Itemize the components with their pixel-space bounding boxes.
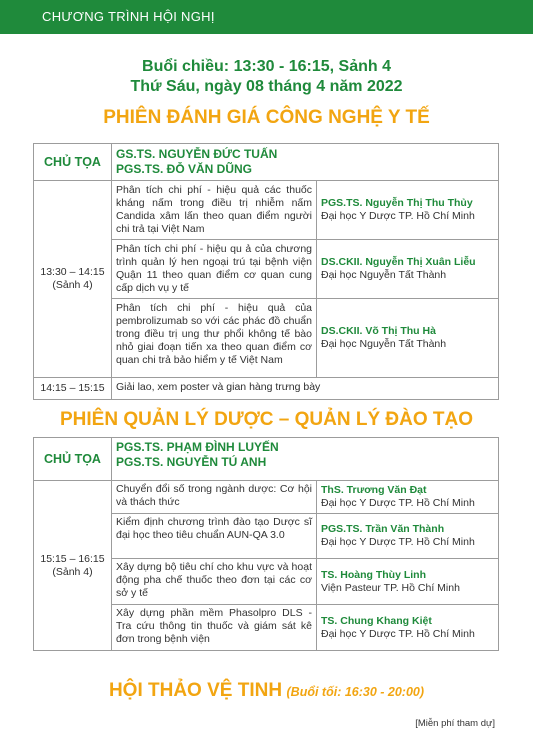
- speaker-cell: [317, 514, 499, 559]
- time-range: 15:15 – 16:15: [40, 552, 105, 565]
- speaker-affiliation: Đại học Nguyễn Tất Thành: [321, 269, 447, 281]
- speaker-affiliation: Đại học Y Dược TP. Hồ Chí Minh: [321, 497, 475, 509]
- speaker-affiliation: Đại học Y Dược TP. Hồ Chí Minh: [321, 627, 475, 640]
- talk-topic: Chuyển đổi số trong ngành dược: Cơ hội và thách thức: [112, 481, 317, 514]
- hall-label: (Sảnh 4): [52, 279, 93, 291]
- speaker-name: DS.CKII. Võ Thị Thu Hà: [321, 325, 436, 337]
- speaker-cell: [317, 181, 499, 240]
- session-time-line: Buổi chiều: 13:30 - 16:15, Sảnh 4: [142, 58, 391, 75]
- speaker-name: PGS.TS. Nguyễn Thị Thu Thủy: [321, 197, 473, 209]
- chair-row: [34, 438, 499, 481]
- session1-table: [33, 143, 499, 400]
- speaker-name: PGS.TS. Trần Văn Thành: [321, 523, 445, 535]
- satellite-time: (Buổi tối: 16:30 - 20:00): [286, 685, 425, 699]
- header-title: CHƯƠNG TRÌNH HỘI NGHỊ: [42, 9, 215, 24]
- section-title-pharmacy: PHIÊN QUẢN LÝ DƯỢC – QUẢN LÝ ĐÀO TẠO: [59, 409, 474, 430]
- speaker-affiliation: Đại học Nguyễn Tất Thành: [321, 338, 447, 350]
- talk-topic: Xây dựng phần mềm Phasolpro DLS - Tra cứu thông tin thuốc và giám sát kê đơn trong bệnh viện: [112, 605, 317, 651]
- break-row: [34, 378, 499, 400]
- speaker-name: TS. Chung Khang Kiệt: [321, 614, 432, 627]
- chair-row: [34, 144, 499, 181]
- speaker-name: DS.CKII. Nguyễn Thị Xuân Liễu: [321, 256, 476, 268]
- talk-topic: Xây dựng bộ tiêu chí cho khu vực và hoạt động pha chế thuốc theo đơn tại các cơ sở y tế: [112, 559, 317, 605]
- speaker-name: TS. Hoàng Thùy Linh: [321, 568, 426, 581]
- chair-name: PGS.TS. PHẠM ĐÌNH LUYẾN: [116, 440, 279, 454]
- speaker-name: ThS. Trương Văn Đạt: [321, 484, 427, 496]
- satellite-heading: [0, 680, 533, 702]
- chair-names: [112, 438, 499, 481]
- chair-name: PGS.TS. ĐỖ VĂN DŨNG: [116, 162, 253, 176]
- talk-row: [34, 181, 499, 240]
- talk-topic: Phân tích chi phí - hiệu quả các thuốc kháng nấm trong điều trị nhiễm nấm Candida xâm lấn theo quan điểm người chi trả tại Việt Nam: [112, 181, 317, 240]
- time-range: 13:30 – 14:15: [40, 266, 105, 278]
- time-cell: [34, 481, 112, 651]
- free-admission-note: [Miễn phí tham dự]: [415, 718, 495, 729]
- chair-label: CHỦ TỌA: [34, 144, 112, 181]
- chair-label: CHỦ TỌA: [34, 438, 112, 481]
- talk-row: [34, 481, 499, 514]
- session-date-line: Thứ Sáu, ngày 08 tháng 4 năm 2022: [130, 78, 403, 95]
- speaker-cell: [317, 559, 499, 605]
- chair-names: [112, 144, 499, 181]
- break-text: Giải lao, xem poster và gian hàng trưng bày: [112, 378, 499, 400]
- speaker-affiliation: Đại học Y Dược TP. Hồ Chí Minh: [321, 210, 475, 222]
- time-cell: [34, 181, 112, 378]
- speaker-cell: [317, 299, 499, 378]
- hall-label: (Sảnh 4): [52, 565, 93, 578]
- speaker-cell: [317, 605, 499, 651]
- section-title-hta: PHIÊN ĐÁNH GIÁ CÔNG NGHỆ Y TẾ: [103, 107, 430, 128]
- speaker-cell: [317, 240, 499, 299]
- talk-topic: Phân tích chi phí - hiệu quả của pembrolizumab so với các phác đồ chuẩn trong điều trị ung thư phổi không tế bào nhỏ giai đoạn tiến xa theo quan điểm cơ quan chi trả bảo hiểm y tế Việt Nam: [112, 299, 317, 378]
- speaker-cell: [317, 481, 499, 514]
- talk-topic: Phân tích chi phí - hiệu qu ả của chương trình quản lý hen ngoại trú tại bệnh viện Quận 11 theo quan điểm cơ quan cung cấp dịch vụ y tế: [112, 240, 317, 299]
- session2-table: [33, 437, 499, 651]
- chair-name: PGS.TS. NGUYỄN TÚ ANH: [116, 455, 267, 469]
- header-bar: [0, 0, 533, 34]
- satellite-title: HỘI THẢO VỆ TINH: [108, 680, 283, 701]
- speaker-affiliation: Viện Pasteur TP. Hồ Chí Minh: [321, 581, 460, 594]
- chair-name: GS.TS. NGUYỄN ĐỨC TUẤN: [116, 147, 278, 161]
- talk-topic: Kiểm định chương trình đào tạo Dược sĩ đại học theo tiêu chuẩn AUN-QA 3.0: [112, 514, 317, 559]
- speaker-affiliation: Đại học Y Dược TP. Hồ Chí Minh: [321, 536, 475, 548]
- break-time: 14:15 – 15:15: [34, 378, 112, 400]
